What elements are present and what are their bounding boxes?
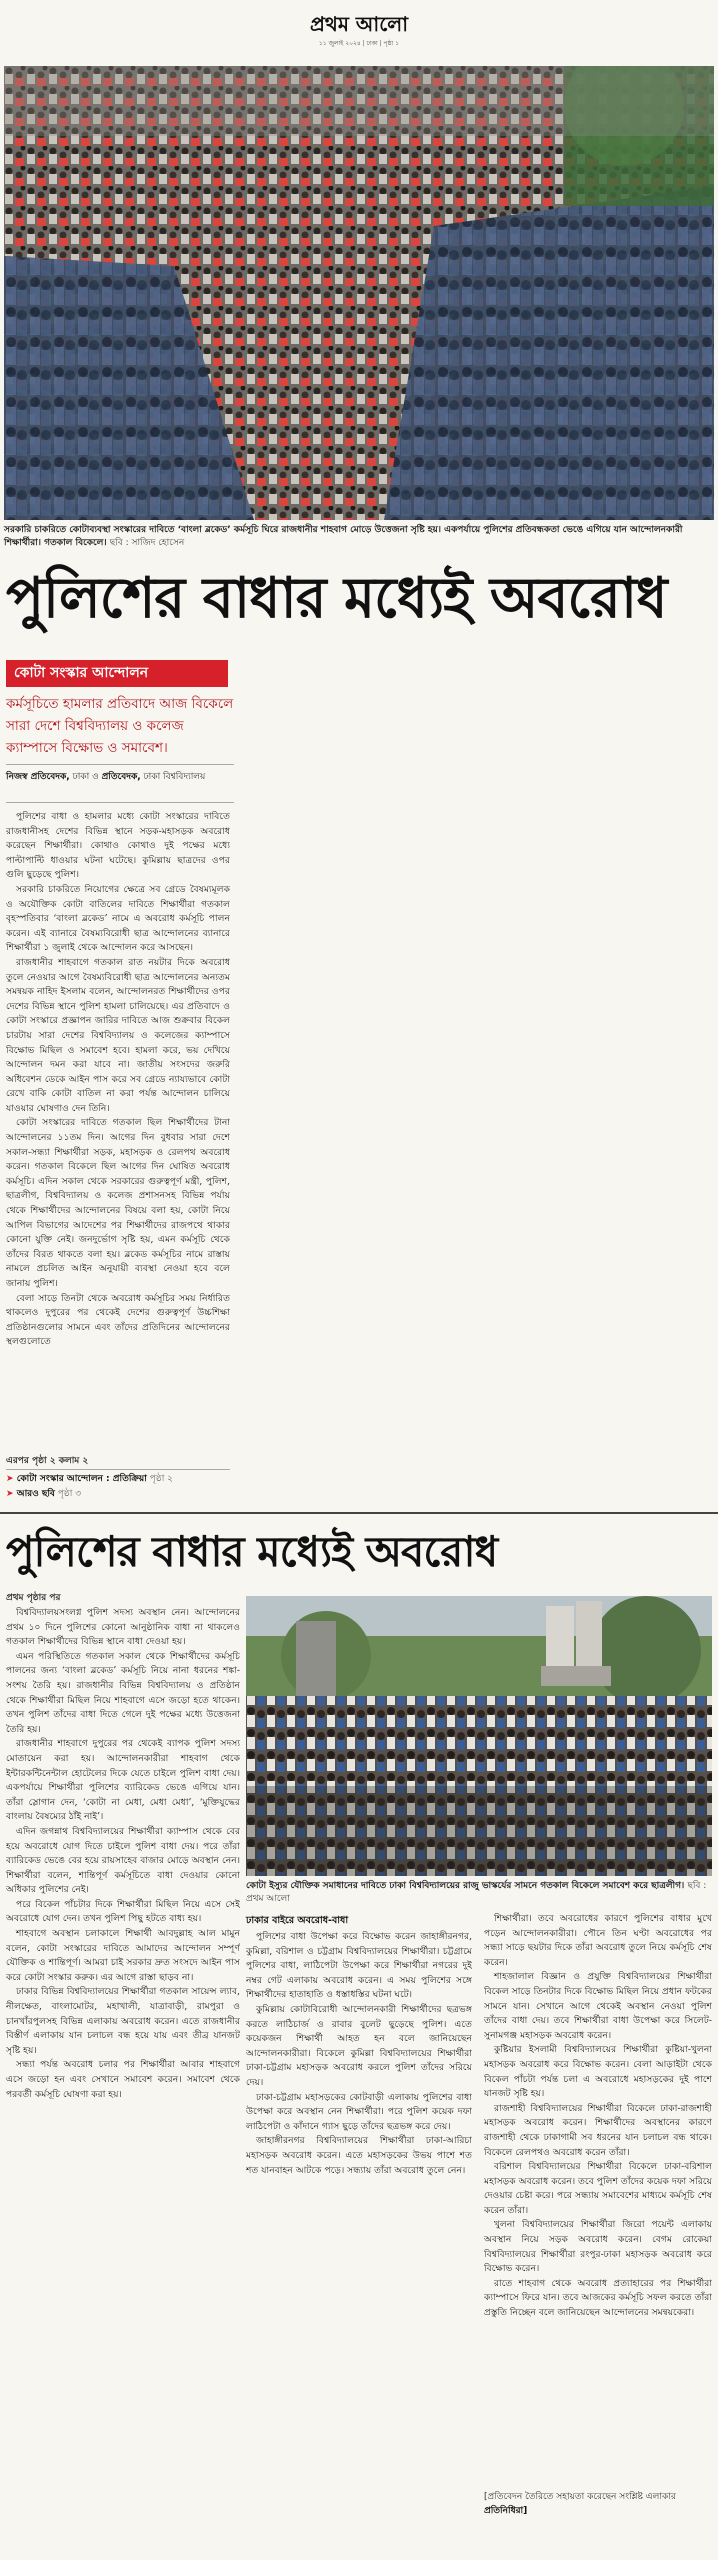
byline [6,770,234,784]
crowd-image [4,66,714,520]
byline-reporter: নিজস্ব প্রতিবেদক, [6,772,70,782]
story-paragraph: বিশ্ববিদ্যালয়সংলগ্ন পুলিশ সদস্য অবস্থান নেন। আন্দোলনের প্রথম ১০ দিনে পুলিশের কোনো আনুষ্ঠানিক বাধা না থাকলেও গতকাল শিক্ষার্থীদের বিভিন্ন স্থানে বাধা দেওয়া হয়। [6,1607,240,1648]
story-paragraph: জাহাঙ্গীরনগর বিশ্ববিদ্যালয়ের শিক্ষার্থীরা ঢাকা-আরিচা মহাসড়ক অবরোধ করেন। এতে মহাসড়কের উভয় পাশে শত শত যানবাহন আটকে পড়ে। সন্ধ্যায় তাঁরা অবরোধ তুলে নেন। [246,2135,472,2176]
related-link-label: আরও ছবি [16,1489,55,1499]
byline-place-2: ঢাকা বিশ্ববিদ্যালয় [143,772,206,782]
story-paragraph: রাতে শাহবাগ থেকে অবরোধ প্রত্যাহারের পর শিক্ষার্থীরা ক্যাম্পাসে ফিরে যান। তবে আজকের কর্মসূচি সফল করতে তাঁরা প্রস্তুতি নিচ্ছেন বলে জানিয়েছেন আন্দোলনের সমন্বয়কেরা। [484,2277,712,2319]
related-link-page: পৃষ্ঠা ২ [149,1474,174,1484]
story-paragraph: সরকারি চাকরিতে নিয়োগের ক্ষেত্রে সব গ্রেডে বৈষম্যমূলক ও অযৌক্তিক কোটা বাতিলের দাবিতে শিক্ষার্থীরা গতকাল বৃহস্পতিবার ‘বাংলা ব্লকেড’ নামে এ অবরোধ কর্মসূচি পালন করেন। এই ব্যানারে বৈষম্যবিরোধী ছাত্র আন্দোলনের ব্যানারে শিক্ষার্থীরা ১ জুলাই থেকে আন্দোলন করে আসছেন। [6,883,230,954]
topic-tag: কোটা সংস্কার আন্দোলন [6,660,228,687]
story-paragraph: এমন পরিস্থিতিতে গতকাল সকাল থেকে শিক্ষার্থীদের কর্মসূচি পালনের জন্য ‘বাংলা ব্লকেড’ কর্মসূচি নিয়ে নানা ধরনের শঙ্কা-সংশয় তৈরি হয়। রাজধানীর বিভিন্ন বিশ্ববিদ্যালয় ও প্রতিষ্ঠান থেকে শিক্ষার্থীরা মিছিল নিয়ে শাহবাগে এসে জড়ো হতে থাকেন। তখন পুলিশ তাঁদের বাধা দিতে গেলে দুই পক্ষের মধ্যে উত্তেজনা তৈরি হয়। [6,1650,240,1735]
masthead [0,0,718,60]
story-paragraph: বরিশাল বিশ্ববিদ্যালয়ের শিক্ষার্থীরা বিকেলে ঢাকা-বরিশাল মহাসড়ক অবরোধ করেন। তবে পুলিশ তাঁদের কয়েক দফা সরিয়ে দেওয়ার চেষ্টা করে। পরে সন্ধ্যায় সমাবেশের মাধ্যমে কর্মসূচি শেষ করেন তাঁরা। [484,2161,712,2216]
related-link[interactable] [6,1472,230,1487]
story-paragraph: ঢাকার বিভিন্ন বিশ্ববিদ্যালয়ের শিক্ষার্থীরা গতকাল সায়েন্স ল্যাব, নীলক্ষেত, বাংলামোটর, মহাখালী, যাত্রাবাড়ী, রামপুরা ও চানখাঁরপুলসহ বিভিন্ন এলাকায় অবরোধ করেন। এতে রাজধানীর বিস্তীর্ণ এলাকায় যান চলাচল বন্ধ হয়ে যায় এবং তীব্র যানজট সৃষ্টি হয়। [6,1986,240,2056]
caption-text: কোটা ইস্যুর যৌক্তিক সমাধানের দাবিতে ঢাকা বিশ্ববিদ্যালয়ের রাজু ভাস্কর্যের সামনে গতকাল বিকেলে সমাবেশ করে ছাত্রলীগ। [246,1881,685,1891]
byline-reporter-2: প্রতিবেদক, [101,772,141,782]
related-link[interactable] [6,1487,230,1502]
story-paragraph: সন্ধ্যা পর্যন্ত অবরোধ চলার পর শিক্ষার্থীরা আবার শাহবাগে এসে জড়ো হন এবং সেখানে সমাবেশ করেন। সমাবেশ থেকে পরবর্তী কর্মসূচি ঘোষণা করা হয়। [6,2059,240,2100]
dateline: ১১ জুলাই ২০২৪ | ঢাকা | পৃষ্ঠা ১ [318,40,400,47]
continuation-column-3 [484,1912,712,2478]
story-paragraph: পরে বিকেল পাঁচটার দিকে শিক্ষার্থীরা মিছিল নিয়ে এসে সেই অবরোধে যোগ দেন। তখন পুলিশ পিছু হটতে বাধ্য হয়। [6,1898,240,1925]
related-links [6,1472,230,1502]
continuation-column-1 [6,1606,240,2554]
continuation-headline: পুলিশের বাধার মধ্যেই অবরোধ [6,1527,498,1576]
story-paragraph: শাহজালাল বিজ্ঞান ও প্রযুক্তি বিশ্ববিদ্যালয়ের শিক্ষার্থীরা বিকেল সাড়ে তিনটার দিকে বিক্ষোভ মিছিল নিয়ে প্রধান ফটকের সামনে যান। সেখানে আগে থেকেই অবস্থান নেওয়া পুলিশ তাঁদের বাধা দেয়। তবে শিক্ষার্থীরা বাধা উপেক্ষা করে সিলেট-সুনামগঞ্জ মহাসড়ক অবরোধ করেন। [484,1971,712,2041]
story-paragraph: কুষ্টিয়ার ইসলামী বিশ্ববিদ্যালয়ের শিক্ষার্থীরা কুষ্টিয়া-খুলনা মহাসড়ক অবরোধ করে বিক্ষোভ করেন। বেলা আড়াইটা থেকে বিকেল পাঁচটা পর্যন্ত চলা এ অবরোধে মহাসড়কের দুই পাশে যানজট সৃষ্টি হয়। [484,2044,712,2100]
rally-photo-raju-sculpture [246,1596,712,1876]
continued-note: এরপর পৃষ্ঠা ২ কলাম ২ [6,1456,89,1466]
main-headline: পুলিশের বাধার মধ্যেই অবরোধ [6,566,667,631]
note-who: প্রতিনিধিরা] [484,2506,528,2516]
top-photo-caption [4,524,714,550]
story-paragraph: পুলিশের বাধা ও হামলার মধ্যে কোটা সংস্কারের দাবিতে রাজধানীসহ দেশের বিভিন্ন স্থানে সড়ক-মহাসড়ক অবরোধ করেছেন শিক্ষার্থীরা। কোথাও কোথাও দুই পক্ষের মধ্যে পাল্টাপাল্টি ধাওয়ার ঘটনা ঘটেছে। কুমিল্লায় ছাত্রদের ওপর গুলি ছুড়েছে পুলিশ। [6,811,230,881]
from-page-note: প্রথম পৃষ্ঠার পর [6,1593,61,1603]
story-paragraph: পুলিশের বাধা উপেক্ষা করে বিক্ষোভ করেন জাহাঙ্গীরনগর, কুমিল্লা, বরিশাল ও চট্টগ্রাম বিশ্ববিদ্যালয়ের শিক্ষার্থীরা। চট্টগ্রামে পুলিশের বাধা, লাঠিপেটা উপেক্ষা করে শিক্ষার্থীরা নগরের দুই নম্বর গেট এলাকায় অবরোধ করেন। এ সময় পুলিশের সঙ্গে শিক্ষার্থীদের হাতাহাতি ও ধস্তাধস্তির ঘটনা ঘটে। [246,1931,472,2001]
story-paragraph: রাজধানীর শাহবাগে গতকাল রাত নয়টার দিকে অবরোধ তুলে নেওয়ার আগে বৈষম্যবিরোধী ছাত্র আন্দোলনের অন্যতম সমন্বয়ক নাহিদ ইসলাম বলেন, আন্দোলনরত শিক্ষার্থীদের ওপর দেশের বিভিন্ন স্থানে পুলিশ হামলা চালিয়েছে। এর প্রতিবাদে ও কোটা সংস্কারে প্রজ্ঞাপন জারির দাবিতে আজ শুক্রবার বিকেল চারটায় সারা দেশের বিশ্ববিদ্যালয় ও কলেজের ক্যাম্পাসে বিক্ষোভ মিছিল ও সমাবেশ হবে। হামলা করে, ভয় দেখিয়ে আন্দোলন দমন করা যাবে না। জাতীয় সংসদের জরুরি অধিবেশন ডেকে আইন পাস করে সব গ্রেডে ন্যায্যভাবে কোটা রেখে বাকি কোটা বাতিল না করা পর্যন্ত আন্দোলন চালিয়ে যাওয়ার ঘোষণাও দেন তিনি। [6,956,230,1114]
protest-photo-shahbag [4,66,714,520]
divider [6,764,234,765]
story-paragraph: শাহবাগে অবস্থান চলাকালে শিক্ষার্থী আবদুল্লাহ আল মামুন বলেন, কোটা সংস্কারের দাবিতে আমাদের আন্দোলন সম্পূর্ণ যৌক্তিক ও শান্তিপূর্ণ। আমরা চাই সরকার দ্রুত সংসদে আইন পাস করে কোটা সংস্কার করুক। এর আগে রাস্তা ছাড়ব না। [6,1928,240,1983]
section-divider [0,1512,718,1514]
story-paragraph: এদিন জগন্নাথ বিশ্ববিদ্যালয়ের শিক্ষার্থীরা ক্যাম্পাস থেকে বের হয়ে অবরোধে যোগ দিতে চাইলে পুলিশ বাধা দেয়। পরে তাঁরা ব্যারিকেড ভেঙে বের হয়ে রায়সাহেব বাজার মোড়ে অবস্থান নেন। শিক্ষার্থীরা বলেন, শান্তিপূর্ণ কর্মসূচিতে বাধা দেওয়ার কোনো অধিকার পুলিশের নেই। [6,1825,240,1896]
section-subhead: ঢাকার বাইরে অবরোধ-বাধা [246,1915,349,1926]
arrow-icon: ➤ [6,1489,17,1499]
story-paragraph: কুমিল্লায় কোটাবিরোধী আন্দোলনকারী শিক্ষার্থীদের ছত্রভঙ্গ করতে লাঠিচার্জ ও রাবার বুলেট ছুড়েছে পুলিশ। এতে কয়েকজন শিক্ষার্থী আহত হন বলে জানিয়েছেন আন্দোলনকারীরা। বিকেলে কুমিল্লা বিশ্ববিদ্যালয়ের শিক্ষার্থীরা ঢাকা-চট্টগ্রাম মহাসড়ক অবরোধ করলে পুলিশ তাঁদের সরিয়ে দেয়। [246,2003,472,2088]
rally-image [246,1596,712,1876]
story-paragraph: বেলা সাড়ে তিনটা থেকে অবরোধ কর্মসূচির সময় নির্ধারিত থাকলেও দুপুরের পর থেকেই দেশের গুরুত্বপূর্ণ উচ্চশিক্ষা প্রতিষ্ঠানগুলোর সামনে এবং তাঁদের প্রতিদিনের আন্দোলনের স্থলগুলোতে [6,1292,230,1348]
story-paragraph: রাজশাহী বিশ্ববিদ্যালয়ের শিক্ষার্থীরা বিকেলে ঢাকা-রাজশাহী মহাসড়ক অবরোধ করেন। শিক্ষার্থীদের অবস্থানের কারণে রাজশাহী থেকে ঢাকাগামী সব ধরনের যান চলাচল বন্ধ থাকে। বিকেলে রেলপথও অবরোধ করেন তাঁরা। [484,2102,712,2158]
arrow-icon: ➤ [6,1474,17,1484]
story-paragraph: ঢাকা-চট্টগ্রাম মহাসড়কের কোটবাড়ী এলাকায় পুলিশের বাধা উপেক্ষা করে অবস্থান নেন শিক্ষার্থীরা। পরে পুলিশ কয়েক দফা লাঠিপেটা ও কাঁদানে গ্যাস ছুড়ে তাঁদের ছত্রভঙ্গ করে দেয়। [246,2091,472,2132]
photo-credit: ছবি : প্রথম আলো [246,1881,707,1904]
story-paragraph: রাজধানীর শাহবাগে দুপুরের পর থেকেই ব্যাপক পুলিশ সদস্য মোতায়েন করা হয়। আন্দোলনকারীরা শাহবাগ থেকে ইন্টারকন্টিনেন্টাল হোটেলের দিকে যেতে চাইলে পুলিশ বাধা দেয়। একপর্যায়ে শিক্ষার্থীরা পুলিশের ব্যারিকেড ভেঙে এগিয়ে যান। তাঁরা স্লোগান দেন, ‘কোটা না মেধা, মেধা মেধা’, ‘মুক্তিযুদ্ধের বাংলায় বৈষম্যের ঠাঁই নাই’। [6,1738,240,1823]
story-paragraph: শিক্ষার্থীরা। তবে অবরোধের কারণে পুলিশের বাধার মুখে পড়েন আন্দোলনকারীরা। পৌনে তিন ঘণ্টা অবরোধের পর সন্ধ্যা সাড়ে ছয়টার দিকে তাঁরা অবরোধ তুলে নিয়ে কর্মসূচি শেষ করেন। [484,1913,712,1968]
divider [6,802,234,803]
continuation-column-2 [246,1930,472,2554]
divider [6,1469,230,1470]
related-link-label: কোটা সংস্কার আন্দোলন : প্রতিক্রিয়া [16,1474,147,1484]
sub-headline: কর্মসূচিতে হামলার প্রতিবাদে আজ বিকেলে সারা দেশে বিশ্ববিদ্যালয় ও কলেজ ক্যাম্পাসে বিক্ষোভ ও সমাবেশ। [6,696,234,756]
related-link-page: পৃষ্ঠা ৩ [57,1489,82,1499]
photo-credit: ছবি : সাজিদ হোসেন [109,538,185,548]
contributors-note [484,2490,712,2518]
story-column-1 [6,810,230,1446]
mid-photo-caption [246,1880,712,1906]
story-paragraph: কোটা সংস্কারের দাবিতে গতকাল ছিল শিক্ষার্থীদের টানা আন্দোলনের ১১তম দিন। আগের দিন বুধবার সারা দেশে সকাল-সন্ধ্যা শিক্ষার্থীরা সড়ক, মহাসড়ক ও রেলপথ অবরোধ করেন। গতকাল বিকেলে ছিল আগের দিন ঘোষিত অবরোধ কর্মসূচি। এদিন সকাল থেকে সরকারের গুরুত্বপূর্ণ মন্ত্রী, পুলিশ, ছাত্রলীগ, বিশ্ববিদ্যালয় ও কলেজ প্রশাসনসহ বিভিন্ন পর্যায় থেকে শিক্ষার্থীদের আন্দোলনের বিষয়ে বলা হয়, কোটা নিয়ে আপিল বিভাগের আদেশের পর শিক্ষার্থীদের রাজপথে থাকার কোনো যুক্তি নেই। জনদুর্ভোগ সৃষ্টি হয়, এমন কর্মসূচি থেকে তাঁদের বিরত থাকতে বলা হয়। ব্লকেড কর্মসূচির নামে রাস্তায় নামলে প্রচলিত আইন অনুযায়ী ব্যবস্থা নেওয়া হবে বলে জানায় পুলিশ। [6,1117,230,1289]
note-text: [প্রতিবেদন তৈরিতে সহায়তা করেছেন সংশ্লিষ্ট এলাকার [484,2492,676,2502]
byline-place: ঢাকা ও [72,772,99,782]
caption-text: সরকারি চাকরিতে কোটাব্যবস্থা সংস্কারের দাবিতে ‘বাংলা ব্লকেড’ কর্মসূচি ঘিরে রাজধানীর শাহবাগ মোড়ে উত্তেজনা সৃষ্টি হয়। একপর্যায়ে পুলিশের প্রতিবন্ধকতা ভেঙে এগিয়ে যান আন্দোলনকারী শিক্ষার্থীরা। গতকাল বিকেলে। [4,525,683,548]
story-paragraph: খুলনা বিশ্ববিদ্যালয়ের শিক্ষার্থীরা জিরো পয়েন্ট এলাকায় অবস্থান নিয়ে সড়ক অবরোধ করেন। বেগম রোকেয়া বিশ্ববিদ্যালয়ের শিক্ষার্থীরা রংপুর-ঢাকা মহাসড়ক অবরোধ করে বিক্ষোভ করেন। [484,2219,712,2275]
newspaper-logo [300,10,418,36]
logo-text: প্রথম আলো [309,12,409,36]
